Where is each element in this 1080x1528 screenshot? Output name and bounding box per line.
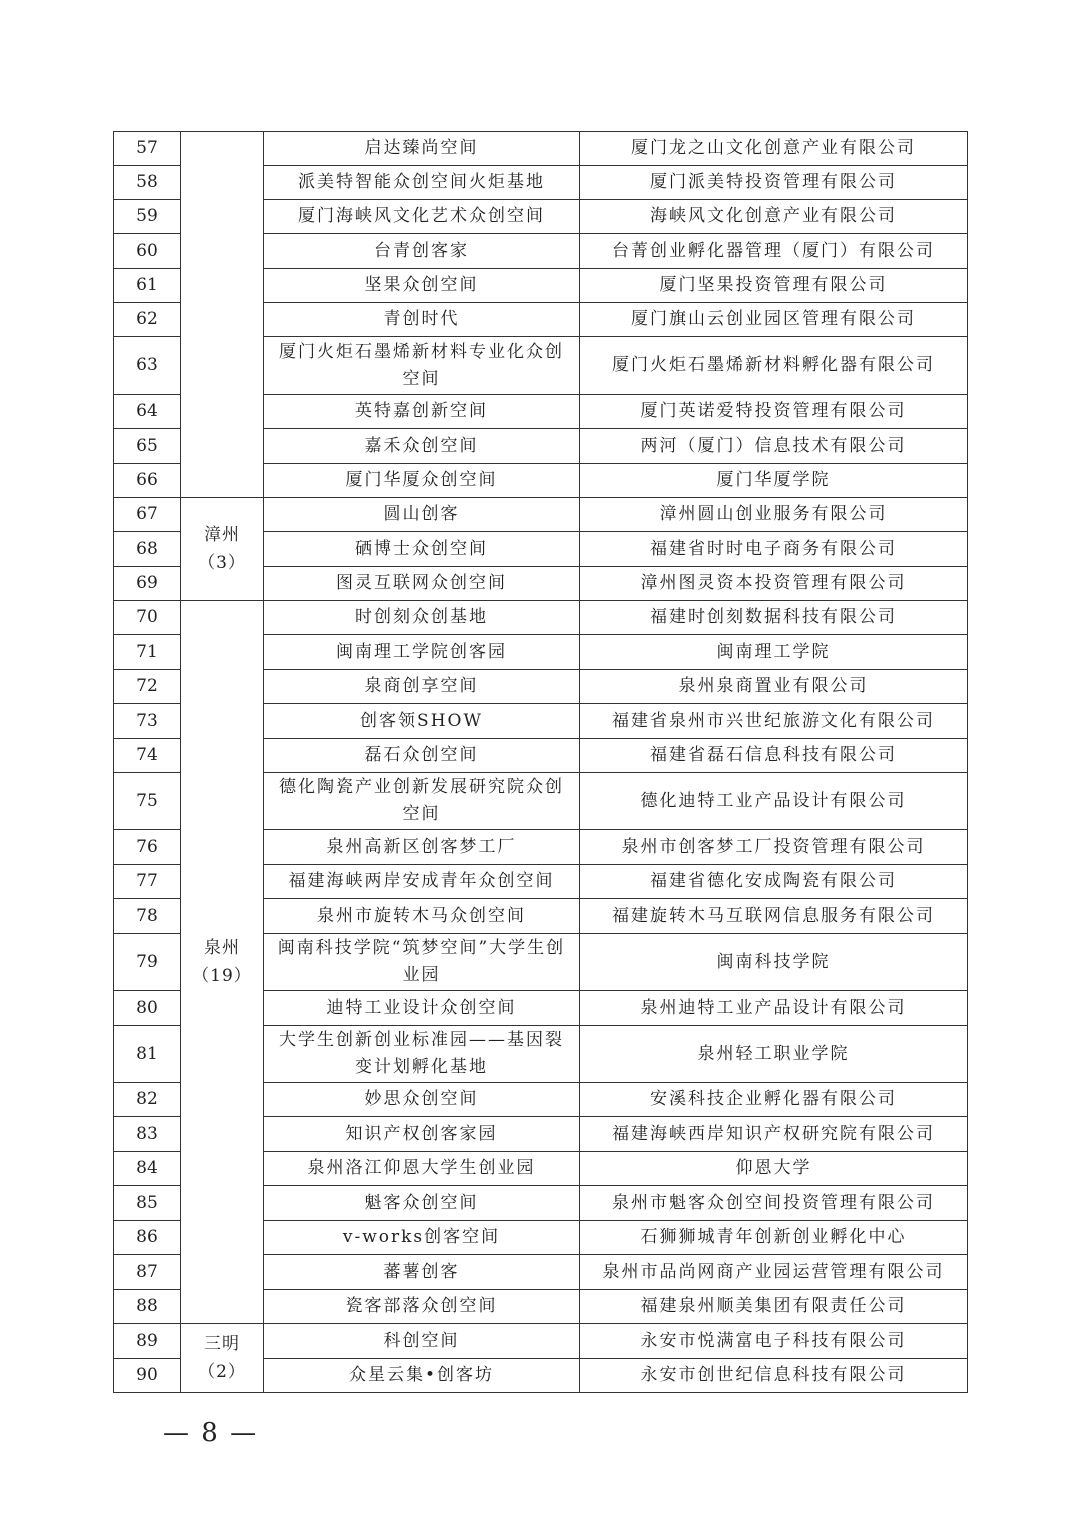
row-number: 67 <box>114 498 181 532</box>
space-name-cell: 福建海峡两岸安成青年众创空间 <box>264 865 580 899</box>
space-name-cell: 魁客众创空间 <box>264 1186 580 1221</box>
table-row <box>114 601 968 635</box>
operator-cell: 厦门英诺爱特投资管理有限公司 <box>580 395 968 429</box>
operator-cell: 泉州迪特工业产品设计有限公司 <box>580 991 968 1026</box>
row-number: 66 <box>114 464 181 498</box>
row-number: 72 <box>114 670 181 704</box>
space-name-cell: 科创空间 <box>264 1324 580 1359</box>
row-number: 90 <box>114 1359 181 1393</box>
space-name-cell: 众星云集•创客坊 <box>264 1359 580 1393</box>
row-number: 61 <box>114 269 181 303</box>
operator-cell: 福建省磊石信息科技有限公司 <box>580 739 968 773</box>
space-name-cell: 厦门华厦众创空间 <box>264 464 580 498</box>
row-number: 75 <box>114 773 181 830</box>
operator-cell: 厦门龙之山文化创意产业有限公司 <box>580 132 968 166</box>
row-number: 89 <box>114 1324 181 1359</box>
operator-cell: 泉州市品尚网商产业园运营管理有限公司 <box>580 1255 968 1290</box>
space-name-cell: 闽南科技学院“筑梦空间”大学生创业园 <box>264 934 580 991</box>
operator-cell: 安溪科技企业孵化器有限公司 <box>580 1083 968 1117</box>
space-name-cell: 闽南理工学院创客园 <box>264 635 580 670</box>
table-row <box>114 1324 968 1359</box>
row-number: 88 <box>114 1290 181 1324</box>
row-number: 59 <box>114 200 181 234</box>
table-row <box>114 498 968 532</box>
operator-cell: 永安市创世纪信息科技有限公司 <box>580 1359 968 1393</box>
row-number: 87 <box>114 1255 181 1290</box>
operator-cell: 泉州市创客梦工厂投资管理有限公司 <box>580 830 968 865</box>
row-number: 69 <box>114 567 181 601</box>
row-number: 86 <box>114 1221 181 1255</box>
table-body <box>114 132 968 1393</box>
region-cell: 泉州（19） <box>181 601 264 1324</box>
row-number: 78 <box>114 899 181 934</box>
row-number: 76 <box>114 830 181 865</box>
space-name-cell: 德化陶瓷产业创新发展研究院众创空间 <box>264 773 580 830</box>
space-name-cell: 青创时代 <box>264 303 580 337</box>
space-name-cell: 厦门火炬石墨烯新材料专业化众创空间 <box>264 337 580 395</box>
row-number: 70 <box>114 601 181 635</box>
row-number: 63 <box>114 337 181 395</box>
operator-cell: 泉州市魁客众创空间投资管理有限公司 <box>580 1186 968 1221</box>
row-number: 62 <box>114 303 181 337</box>
operator-cell: 泉州轻工职业学院 <box>580 1026 968 1083</box>
operator-cell: 海峡风文化创意产业有限公司 <box>580 200 968 234</box>
operator-cell: 石狮狮城青年创新创业孵化中心 <box>580 1221 968 1255</box>
operator-cell: 厦门坚果投资管理有限公司 <box>580 269 968 303</box>
operator-cell: 两河（厦门）信息技术有限公司 <box>580 429 968 464</box>
row-number: 68 <box>114 532 181 567</box>
space-name-cell: 蕃薯创客 <box>264 1255 580 1290</box>
operator-cell: 福建旋转木马互联网信息服务有限公司 <box>580 899 968 934</box>
space-name-cell: 泉商创享空间 <box>264 670 580 704</box>
operator-cell: 福建省德化安成陶瓷有限公司 <box>580 865 968 899</box>
table-row <box>114 132 968 166</box>
region-cell: 三明（2） <box>181 1324 264 1393</box>
space-name-cell: 泉州洛江仰恩大学生创业园 <box>264 1152 580 1186</box>
operator-cell: 漳州图灵资本投资管理有限公司 <box>580 567 968 601</box>
page-number: — 8 — <box>163 1418 259 1448</box>
space-name-cell: v-works创客空间 <box>264 1221 580 1255</box>
row-number: 64 <box>114 395 181 429</box>
space-name-cell: 坚果众创空间 <box>264 269 580 303</box>
space-name-cell: 圆山创客 <box>264 498 580 532</box>
row-number: 83 <box>114 1117 181 1152</box>
operator-cell: 漳州圆山创业服务有限公司 <box>580 498 968 532</box>
space-name-cell: 图灵互联网众创空间 <box>264 567 580 601</box>
operator-cell: 福建泉州顺美集团有限责任公司 <box>580 1290 968 1324</box>
space-name-cell: 硒博士众创空间 <box>264 532 580 567</box>
operator-cell: 厦门派美特投资管理有限公司 <box>580 166 968 200</box>
row-number: 77 <box>114 865 181 899</box>
row-number: 85 <box>114 1186 181 1221</box>
space-name-cell: 启达臻尚空间 <box>264 132 580 166</box>
space-name-cell: 嘉禾众创空间 <box>264 429 580 464</box>
row-number: 65 <box>114 429 181 464</box>
space-name-cell: 知识产权创客家园 <box>264 1117 580 1152</box>
operator-cell: 福建时创刻数据科技有限公司 <box>580 601 968 635</box>
row-number: 81 <box>114 1026 181 1083</box>
row-number: 60 <box>114 234 181 269</box>
operator-cell: 泉州泉商置业有限公司 <box>580 670 968 704</box>
space-name-cell: 瓷客部落众创空间 <box>264 1290 580 1324</box>
operator-cell: 福建省时时电子商务有限公司 <box>580 532 968 567</box>
space-name-cell: 派美特智能众创空间火炬基地 <box>264 166 580 200</box>
row-number: 58 <box>114 166 181 200</box>
space-name-cell: 妙思众创空间 <box>264 1083 580 1117</box>
operator-cell: 厦门旗山云创业园区管理有限公司 <box>580 303 968 337</box>
operator-cell: 永安市悦满富电子科技有限公司 <box>580 1324 968 1359</box>
operator-cell: 闽南科技学院 <box>580 934 968 991</box>
space-name-cell: 厦门海峡风文化艺术众创空间 <box>264 200 580 234</box>
row-number: 80 <box>114 991 181 1026</box>
operator-cell: 台菁创业孵化器管理（厦门）有限公司 <box>580 234 968 269</box>
row-number: 82 <box>114 1083 181 1117</box>
space-name-cell: 泉州市旋转木马众创空间 <box>264 899 580 934</box>
space-name-cell: 英特嘉创新空间 <box>264 395 580 429</box>
row-number: 84 <box>114 1152 181 1186</box>
space-name-cell: 大学生创新创业标准园——基因裂变计划孵化基地 <box>264 1026 580 1083</box>
region-cell: 漳州（3） <box>181 498 264 601</box>
space-name-cell: 创客领SHOW <box>264 704 580 739</box>
operator-cell: 福建省泉州市兴世纪旅游文化有限公司 <box>580 704 968 739</box>
operator-cell: 厦门火炬石墨烯新材料孵化器有限公司 <box>580 337 968 395</box>
space-name-cell: 泉州高新区创客梦工厂 <box>264 830 580 865</box>
operator-cell: 仰恩大学 <box>580 1152 968 1186</box>
listing-table <box>113 131 968 1393</box>
region-cell <box>181 132 264 498</box>
space-name-cell: 磊石众创空间 <box>264 739 580 773</box>
space-name-cell: 时创刻众创基地 <box>264 601 580 635</box>
operator-cell: 闽南理工学院 <box>580 635 968 670</box>
row-number: 71 <box>114 635 181 670</box>
operator-cell: 福建海峡西岸知识产权研究院有限公司 <box>580 1117 968 1152</box>
row-number: 74 <box>114 739 181 773</box>
operator-cell: 德化迪特工业产品设计有限公司 <box>580 773 968 830</box>
operator-cell: 厦门华厦学院 <box>580 464 968 498</box>
space-name-cell: 台青创客家 <box>264 234 580 269</box>
row-number: 73 <box>114 704 181 739</box>
row-number: 57 <box>114 132 181 166</box>
space-name-cell: 迪特工业设计众创空间 <box>264 991 580 1026</box>
row-number: 79 <box>114 934 181 991</box>
